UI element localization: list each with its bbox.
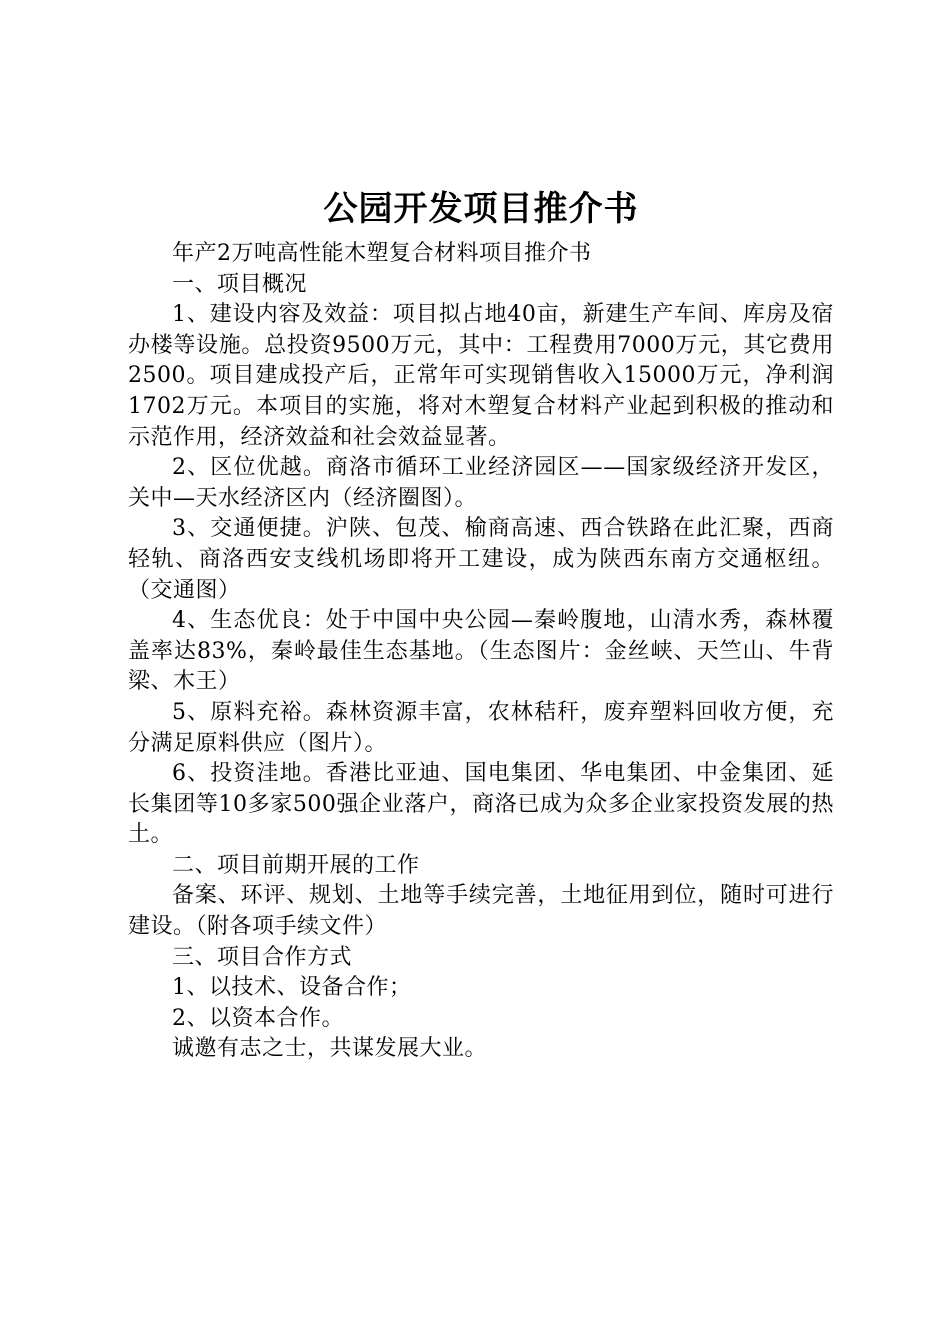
subtitle-paragraph: 年产2万吨高性能木塑复合材料项目推介书 [172,241,592,266]
paragraph-cooperation-capital: 2、以资本合作。 [172,1005,344,1031]
paragraph-transport: 3、交通便捷。沪陕、包茂、榆商高速、西合铁路在此汇聚，西商轻轨、商洛西安支线机场即将开工建设，成为陕西东南方交通枢纽。（交通图） [128,516,834,603]
section-heading-preliminary-work: 二、项目前期开展的工作 [172,852,420,878]
document-title: 公园开发项目推介书 [323,189,639,229]
paragraph-construction: 1、建设内容及效益：项目拟占地40亩，新建生产车间、库房及宿办楼等设施。总投资9500万元，其中：工程费用7000万元，其它费用2500。项目建成投产后，正常年可实现销售收入15000万元，净利润1702万元。本项目的实施，将对木塑复合材料产业起到积极的推动和示范作用，经济效益和社会效益显著。 [128,302,834,450]
paragraph-location: 2、区位优越。商洛市循环工业经济园区——国家级经济开发区，关中—天水经济区内（经济圈图）。 [128,455,834,511]
section-heading-cooperation: 三、项目合作方式 [172,944,353,970]
document-page [128,185,834,1065]
paragraph-materials: 5、原料充裕。森林资源丰富，农林秸秆，废弃塑料回收方便，充分满足原料供应（图片）。 [128,699,834,756]
paragraph-ecology: 4、生态优良：处于中国中央公园—秦岭腹地，山清水秀，森林覆盖率达83%，秦岭最佳生态基地。（生态图片：金丝峡、天竺山、牛背梁、木王） [128,608,834,695]
section-heading-overview: 一、项目概况 [172,271,308,297]
closing-invitation: 诚邀有志之士，共谋发展大业。 [172,1036,488,1062]
paragraph-cooperation-tech: 1、以技术、设备合作； [172,975,412,1001]
paragraph-preliminary-work: 备案、环评、规划、土地等手续完善，土地征用到位，随时可进行建设。（附各项手续文件） [128,883,834,940]
paragraph-investment: 6、投资洼地。香港比亚迪、国电集团、华电集团、中金集团、延长集团等10多家500强企业落户，商洛已成为众多企业家投资发展的热土。 [128,761,834,848]
